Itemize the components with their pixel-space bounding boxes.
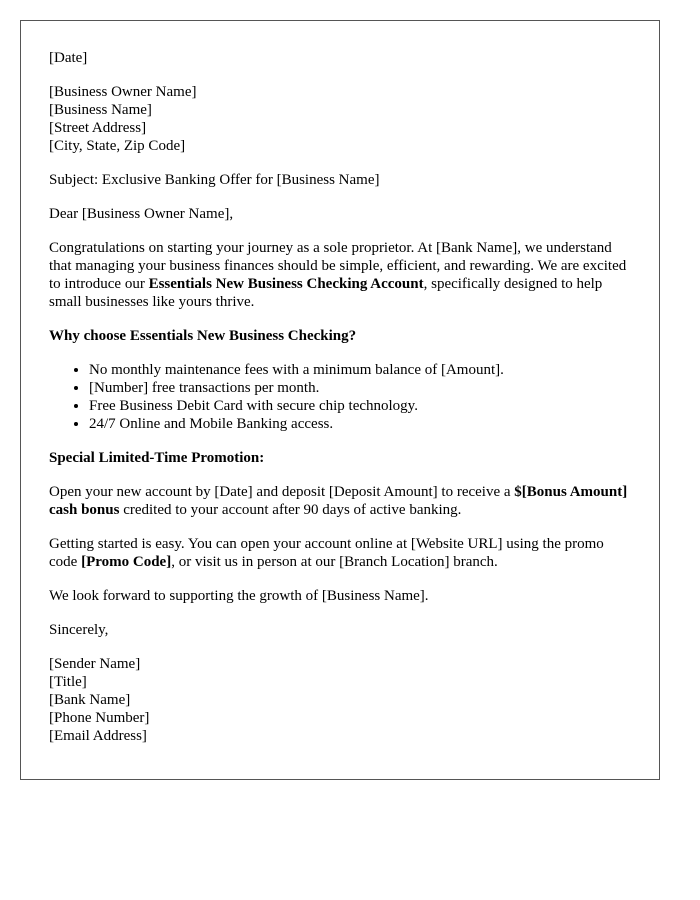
- intro-paragraph: [49, 239, 631, 311]
- getting-started-text-2: , or visit us in person at our [Branch Location] branch.: [171, 554, 498, 570]
- salutation: Dear [Business Owner Name],: [49, 206, 234, 222]
- subject-line: Subject: Exclusive Banking Offer for [Business Name]: [49, 172, 380, 188]
- sender-email: [Email Address]: [49, 728, 147, 744]
- sender-bank: [Bank Name]: [49, 692, 131, 708]
- promo-heading: Special Limited-Time Promotion:: [49, 450, 265, 466]
- getting-started-text-1: Getting started is easy. You can open your account online at [Website URL] using the promo code: [49, 536, 604, 570]
- closing-line: We look forward to supporting the growth of [Business Name].: [49, 588, 429, 604]
- list-item: • No monthly maintenance fees with a minimum balance of [Amount].: [89, 361, 631, 379]
- list-item: • 24/7 Online and Mobile Banking access.: [89, 415, 631, 433]
- recipient-city-state-zip: [City, State, Zip Code]: [49, 138, 186, 154]
- promo-text-1: Open your new account by [Date] and deposit [Deposit Amount] to receive a: [49, 484, 515, 500]
- bonus-amount: $[Bonus Amount] cash bonus: [49, 484, 628, 518]
- letter-date: [Date]: [49, 50, 88, 66]
- promo-paragraph: [49, 483, 631, 519]
- intro-text-1: Congratulations on starting your journey as a sole proprietor. At [Bank Name], we understand that managing your business finances should be simple, efficient, and rewarding. We are excited to introduce our: [49, 240, 627, 292]
- intro-text-2: , specifically designed to help small businesses like yours thrive.: [49, 276, 603, 310]
- sender-title: [Title]: [49, 674, 87, 690]
- recipient-street: [Street Address]: [49, 120, 147, 136]
- sender-name: [Sender Name]: [49, 656, 141, 672]
- why-heading: Why choose Essentials New Business Checking?: [49, 328, 357, 344]
- product-name: Essentials New Business Checking Account: [148, 276, 424, 292]
- benefits-list: [49, 361, 631, 433]
- list-item: • Free Business Debit Card with secure chip technology.: [89, 397, 631, 415]
- sender-phone: [Phone Number]: [49, 710, 150, 726]
- getting-started-paragraph: [49, 535, 631, 571]
- promo-text-2: credited to your account after 90 days of active banking.: [119, 502, 462, 518]
- recipient-business-name: [Business Name]: [49, 102, 152, 118]
- list-item: • [Number] free transactions per month.: [89, 379, 631, 397]
- recipient-owner-name: [Business Owner Name]: [49, 84, 197, 100]
- promo-code: [Promo Code]: [81, 554, 172, 570]
- sign-off: Sincerely,: [49, 622, 109, 638]
- sender-block: [49, 655, 631, 745]
- recipient-address: [49, 83, 631, 155]
- letter-page: [20, 20, 660, 780]
